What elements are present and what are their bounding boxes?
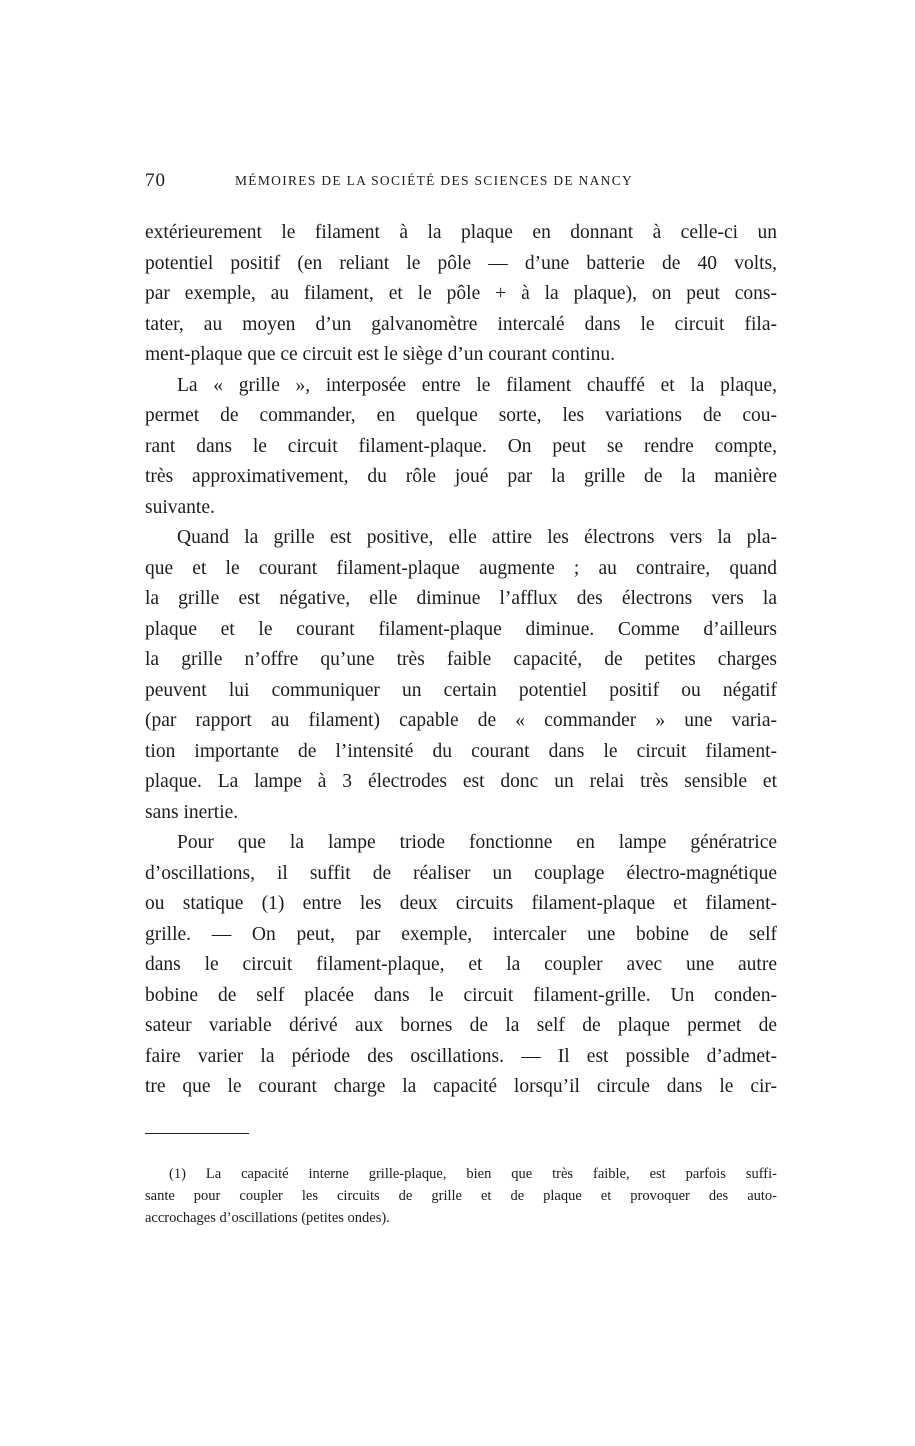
text-line: ou statique (1) entre les deux circuits filament-plaque et filament- (145, 893, 777, 914)
text-line: peuvent lui communiquer un certain potentiel positif ou négatif (145, 679, 777, 701)
text-line: tre que le courant charge la capacité lorsqu’il circule dans le cir- (145, 1076, 777, 1097)
text-line: plaque et le courant filament-plaque diminue. Comme d’ailleurs (145, 618, 777, 640)
text-line: la grille n’offre qu’une très faible capacité, de petites charges (145, 649, 777, 670)
footnote-divider (145, 1133, 249, 1134)
footnotes (145, 1163, 777, 1229)
text-line: ment-plaque que ce circuit est le siège d’un courant continu. (145, 344, 615, 365)
text-line: suivante. (145, 496, 215, 518)
text-line: Quand la grille est positive, elle attire les électrons vers la pla- (177, 527, 777, 548)
text-line: sans inertie. (145, 801, 239, 823)
text-line: très approximativement, du rôle joué par la grille de la manière (145, 466, 777, 487)
text-line: Pour que la lampe triode fonctionne en lampe génératrice (177, 832, 777, 853)
text-line: bobine de self placée dans le circuit filament-grille. Un conden- (145, 984, 777, 1006)
text-line: plaque. La lampe à 3 électrodes est donc un relai très sensible et (145, 771, 777, 792)
footnote-line: sante pour coupler les circuits de grille et de plaque et provoquer des auto- (145, 1188, 777, 1204)
footnote-line: (1) La capacité interne grille-plaque, bien que très faible, est parfois suffi- (169, 1166, 777, 1182)
text-line: que et le courant filament-plaque augmente ; au contraire, quand (145, 557, 777, 579)
text-line: permet de commander, en quelque sorte, les variations de cou- (145, 405, 777, 426)
text-line: d’oscillations, il suffit de réaliser un couplage électro-magnétique (145, 862, 777, 884)
text-line: sateur variable dérivé aux bornes de la self de plaque permet de (145, 1015, 777, 1036)
text-line: rant dans le circuit filament-plaque. On peut se rendre compte, (145, 435, 777, 457)
text-line: par exemple, au filament, et le pôle + à la plaque), on peut cons- (145, 283, 777, 304)
running-title: MÉMOIRES DE LA SOCIÉTÉ DES SCIENCES DE NANCY (235, 173, 634, 188)
text-line: la grille est négative, elle diminue l’afflux des électrons vers la (145, 588, 777, 609)
text-line: potentiel positif (en reliant le pôle — d’une batterie de 40 volts, (145, 252, 777, 274)
text-line: extérieurement le filament à la plaque en donnant à celle-ci un (145, 222, 777, 243)
text-line: tater, au moyen d’un galvanomètre intercalé dans le circuit fila- (145, 313, 777, 335)
text-line: dans le circuit filament-plaque, et la coupler avec une autre (145, 954, 777, 975)
text-line: faire varier la période des oscillations. — Il est possible d’admet- (145, 1045, 777, 1067)
text-line: (par rapport au filament) capable de « commander » une varia- (145, 710, 777, 731)
body-text (145, 218, 777, 1103)
page-number: 70 (145, 170, 166, 191)
text-line: tion importante de l’intensité du courant dans le circuit filament- (145, 740, 777, 762)
footnote-line: accrochages d’oscillations (petites ondes). (145, 1210, 390, 1226)
text-line: La « grille », interposée entre le filament chauffé et la plaque, (177, 374, 777, 396)
text-line: grille. — On peut, par exemple, intercaler une bobine de self (145, 923, 777, 945)
running-head (145, 170, 775, 194)
